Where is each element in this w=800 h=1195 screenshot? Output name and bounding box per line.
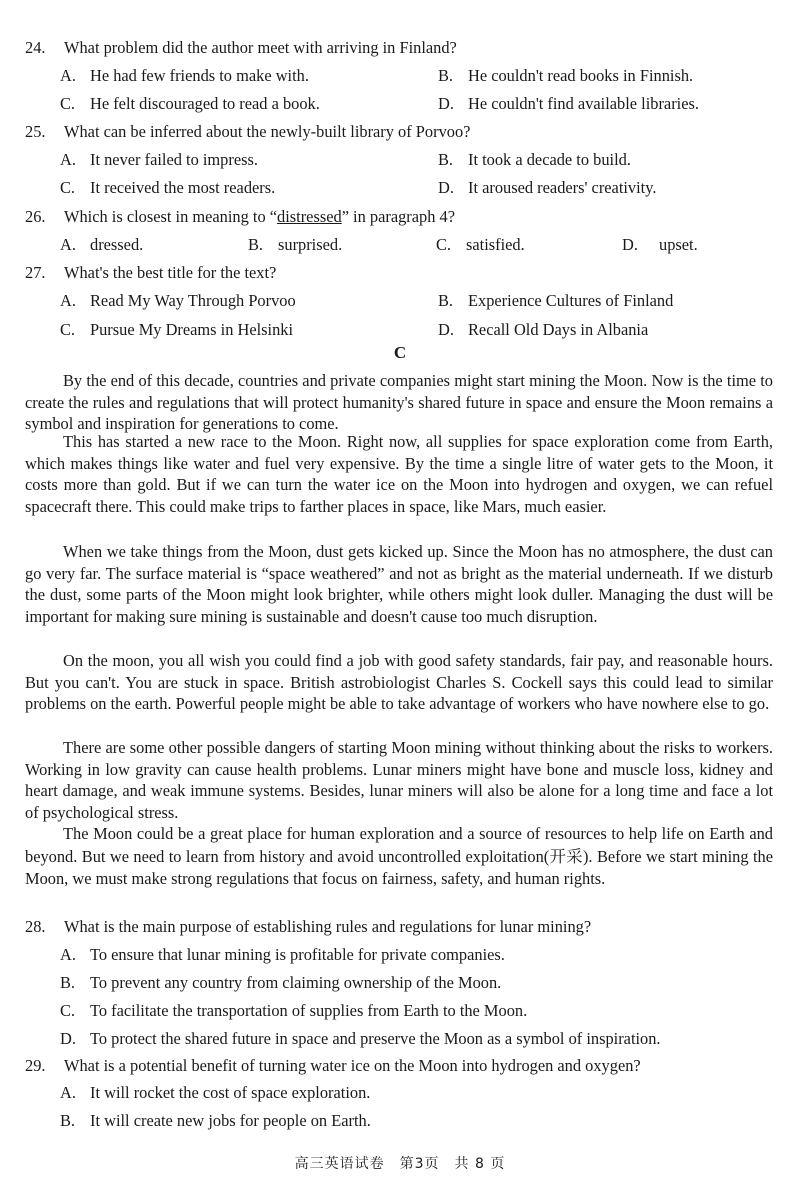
- question-stem: What is a potential benefit of turning water ice on the Moon into hydrogen and oxygen?: [64, 1056, 641, 1075]
- option-24a[interactable]: A. He had few friends to make with.: [60, 66, 309, 85]
- option-28b[interactable]: B. To prevent any country from claiming ownership of the Moon.: [60, 973, 502, 992]
- option-28d[interactable]: D. To protect the shared future in space and preserve the Moon as a symbol of inspiration.: [60, 1029, 661, 1048]
- question-number: 27.: [25, 263, 46, 282]
- question-27: [25, 262, 276, 284]
- option-25d[interactable]: D. It aroused readers' creativity.: [438, 178, 657, 197]
- question-number: 28.: [25, 917, 46, 936]
- passage-paragraph-3: When we take things from the Moon, dust gets kicked up. Since the Moon has no atmosphere, the dust can go very far. The surface material is “space weathered” and not as bright as the material underneath. If we disturb the dust, some parts of the Moon might look brighter, while others might look duller. Managing the dust will be important for making sure mining is sustainable and doesn't cause too much disruption.: [25, 542, 773, 627]
- question-stem: What problem did the author meet with arriving in Finland?: [64, 38, 457, 57]
- question-26: 26. Which is closest in meaning to “distressed” in paragraph 4?: [25, 207, 455, 226]
- question-25: [25, 121, 470, 143]
- option-26b[interactable]: B. surprised.: [248, 235, 343, 254]
- question-stem: What is the main purpose of establishing rules and regulations for lunar mining?: [64, 917, 592, 936]
- option-26c[interactable]: C. satisfied.: [436, 235, 525, 254]
- option-28c[interactable]: C. To facilitate the transportation of supplies from Earth to the Moon.: [60, 1001, 528, 1020]
- question-24: [25, 37, 457, 59]
- option-25b[interactable]: B. It took a decade to build.: [438, 150, 631, 169]
- passage-paragraph-4: On the moon, you all wish you could find a job with good safety standards, fair pay, and reasonable hours. But you can't. You are stuck in space. British astrobiologist Charles S. Cockell says this could lead to similar problems on the earth. Powerful people might be able to take advantage of workers who have nowhere else to go.: [25, 651, 773, 714]
- question-number: 24.: [25, 38, 46, 57]
- page-footer: 高三英语试卷 第3页 共 8 页: [294, 1156, 506, 1172]
- question-stem: What's the best title for the text?: [64, 263, 277, 282]
- question-number: 25.: [25, 122, 46, 141]
- passage-paragraph-2: This has started a new race to the Moon. Right now, all supplies for space exploration come from Earth, which makes things like water and fuel very expensive. By the time a single litre of water gets to the Moon, it costs more than gold. But if we can turn the water ice on the Moon into hydrogen and oxygen, we can refuel spacecraft there. This could make trips to farther places in space, like Mars, much easier.: [25, 432, 773, 517]
- option-29b[interactable]: B. It will create new jobs for people on Earth.: [60, 1111, 371, 1130]
- option-27d[interactable]: D. Recall Old Days in Albania: [438, 320, 649, 339]
- option-28a[interactable]: A. To ensure that lunar mining is profitable for private companies.: [60, 945, 505, 964]
- passage-paragraph-6: The Moon could be a great place for human exploration and a source of resources to help life on Earth and beyond. But we need to learn from history and avoid uncontrolled exploitation(开采). Before we start mining the Moon, we must make strong regulations that focus on fairness, safety, and human rights.: [25, 824, 773, 888]
- option-24b[interactable]: B. He couldn't read books in Finnish.: [438, 66, 694, 85]
- option-26a[interactable]: A. dressed.: [60, 235, 144, 254]
- passage-paragraph-1: By the end of this decade, countries and private companies might start mining the Moon. Now is the time to create the rules and regulations that will protect humanity's shared future in space and ensure the Moon remains a symbol and inspiration for generations to come.: [25, 371, 773, 434]
- option-24d[interactable]: D. He couldn't find available libraries.: [438, 94, 699, 113]
- question-29: [25, 1055, 641, 1077]
- question-number: 29.: [25, 1056, 46, 1075]
- question-stem: What can be inferred about the newly-built library of Porvoo?: [64, 122, 471, 141]
- section-heading: C: [393, 343, 407, 362]
- option-27c[interactable]: C. Pursue My Dreams in Helsinki: [60, 320, 294, 339]
- option-29a[interactable]: A. It will rocket the cost of space exploration.: [60, 1083, 371, 1102]
- passage-paragraph-5: There are some other possible dangers of starting Moon mining without thinking about the risks to workers. Working in low gravity can cause health problems. Lunar miners might have bone and muscle loss, kidney and heart damage, and weak immune systems. Besides, lunar miners will also be alone for a long time and face a lot of psychological stress.: [25, 738, 773, 823]
- underlined-word: distressed: [277, 207, 342, 226]
- option-27a[interactable]: A. Read My Way Through Porvoo: [60, 291, 296, 310]
- question-number: 26.: [25, 207, 46, 226]
- option-27b[interactable]: B. Experience Cultures of Finland: [438, 291, 674, 310]
- question-28: [25, 916, 591, 938]
- option-26d[interactable]: D. upset.: [622, 235, 698, 254]
- option-25a[interactable]: A. It never failed to impress.: [60, 150, 258, 169]
- option-25c[interactable]: C. It received the most readers.: [60, 178, 276, 197]
- option-24c[interactable]: C. He felt discouraged to read a book.: [60, 94, 320, 113]
